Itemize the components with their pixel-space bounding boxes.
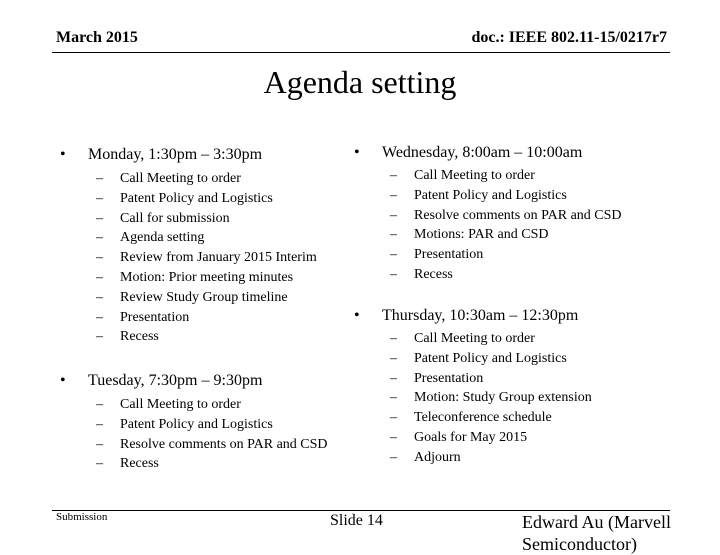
agenda-item xyxy=(96,171,396,191)
dash-icon: – xyxy=(96,416,103,432)
agenda-item xyxy=(390,430,710,450)
dash-icon: – xyxy=(390,247,397,263)
agenda-item xyxy=(96,437,396,457)
dash-icon: – xyxy=(390,331,397,346)
section-heading-row xyxy=(60,146,360,170)
dash-icon: – xyxy=(390,429,397,445)
agenda-item-label: Resolve comments on PAR and CSD xyxy=(120,436,328,452)
agenda-item-label: Patent Policy and Logistics xyxy=(414,187,567,203)
agenda-item xyxy=(96,329,396,349)
agenda-item-label: Recess xyxy=(120,329,159,345)
agenda-item-label: Call Meeting to order xyxy=(414,168,535,183)
agenda-item-label: Presentation xyxy=(120,309,190,325)
agenda-item xyxy=(390,390,710,410)
dash-icon: – xyxy=(390,350,397,366)
dash-icon: – xyxy=(390,390,397,406)
agenda-item-label: Goals for May 2015 xyxy=(414,429,528,445)
agenda-item xyxy=(390,371,710,391)
agenda-item xyxy=(96,270,396,290)
agenda-item-label: Recess xyxy=(120,456,159,472)
dash-icon: – xyxy=(96,210,103,226)
agenda-item xyxy=(390,450,710,470)
section-heading-row xyxy=(354,144,674,168)
header-divider xyxy=(52,52,670,53)
footer-submission: Submission xyxy=(56,511,108,523)
footer-author xyxy=(522,511,671,555)
thursday-heading: Thursday, 10:30am – 12:30pm xyxy=(382,307,579,324)
monday-section xyxy=(60,146,360,348)
dash-icon: – xyxy=(390,227,397,243)
agenda-item-label: Presentation xyxy=(414,247,484,263)
agenda-item-label: Motion: Study Group extension xyxy=(414,390,592,406)
bullet-icon: • xyxy=(354,144,360,161)
agenda-item xyxy=(390,351,710,371)
bullet-icon: • xyxy=(60,372,66,389)
dash-icon: – xyxy=(96,397,103,412)
agenda-item xyxy=(390,247,710,267)
agenda-item-label: Patent Policy and Logistics xyxy=(414,350,567,366)
agenda-item-label: Call Meeting to order xyxy=(120,397,241,412)
agenda-item xyxy=(390,208,710,228)
agenda-item xyxy=(96,456,396,476)
slide-title: Agenda setting xyxy=(263,64,457,100)
dash-icon: – xyxy=(390,207,397,223)
section-heading-row xyxy=(60,372,360,396)
agenda-item xyxy=(390,331,710,351)
agenda-item-label: Agenda setting xyxy=(120,230,205,246)
wednesday-section xyxy=(354,144,674,287)
dash-icon: – xyxy=(96,269,103,285)
agenda-item xyxy=(390,168,710,188)
tuesday-heading: Tuesday, 7:30pm – 9:30pm xyxy=(88,372,263,389)
agenda-item-label: Call Meeting to order xyxy=(120,171,241,186)
section-heading-row xyxy=(354,307,674,331)
agenda-item-label: Resolve comments on PAR and CSD xyxy=(414,207,622,223)
agenda-item xyxy=(96,191,396,211)
agenda-item-label: Review Study Group timeline xyxy=(120,289,288,305)
dash-icon: – xyxy=(96,289,103,305)
agenda-item-label: Review from January 2015 Interim xyxy=(120,250,317,266)
agenda-item-label: Adjourn xyxy=(414,449,461,465)
agenda-item-label: Patent Policy and Logistics xyxy=(120,416,273,432)
agenda-item-label: Patent Policy and Logistics xyxy=(120,190,273,206)
footer-author-line2: Semiconductor) xyxy=(522,534,637,554)
footer-slide-number: Slide 14 xyxy=(330,512,383,529)
agenda-item-label: Presentation xyxy=(414,370,484,386)
bullet-icon: • xyxy=(354,307,360,324)
dash-icon: – xyxy=(390,168,397,183)
dash-icon: – xyxy=(390,370,397,386)
wednesday-heading: Wednesday, 8:00am – 10:00am xyxy=(382,144,583,161)
agenda-item-label: Call Meeting to order xyxy=(414,331,535,346)
agenda-item xyxy=(96,417,396,437)
dash-icon: – xyxy=(96,230,103,246)
agenda-item-label: Teleconference schedule xyxy=(414,410,552,426)
agenda-item-label: Motion: Prior meeting minutes xyxy=(120,269,294,285)
agenda-item xyxy=(96,211,396,231)
agenda-item-label: Call for submission xyxy=(120,210,230,226)
monday-items xyxy=(96,171,396,349)
bullet-icon: • xyxy=(60,146,66,163)
dash-icon: – xyxy=(390,266,397,282)
dash-icon: – xyxy=(96,190,103,206)
tuesday-items xyxy=(96,397,396,476)
agenda-item xyxy=(96,397,396,417)
agenda-item xyxy=(96,290,396,310)
agenda-item xyxy=(390,227,710,247)
agenda-item xyxy=(390,267,710,287)
agenda-item-label: Recess xyxy=(414,266,453,282)
dash-icon: – xyxy=(96,456,103,472)
monday-heading: Monday, 1:30pm – 3:30pm xyxy=(88,146,263,163)
dash-icon: – xyxy=(390,449,397,465)
header-date: March 2015 xyxy=(56,29,138,46)
agenda-item xyxy=(96,310,396,330)
agenda-item xyxy=(96,230,396,250)
agenda-item-label: Motions: PAR and CSD xyxy=(414,227,549,243)
tuesday-section xyxy=(60,372,360,475)
agenda-item xyxy=(390,188,710,208)
agenda-item xyxy=(390,410,710,430)
dash-icon: – xyxy=(390,187,397,203)
dash-icon: – xyxy=(96,250,103,266)
dash-icon: – xyxy=(96,329,103,345)
dash-icon: – xyxy=(390,410,397,426)
thursday-section xyxy=(354,307,674,470)
dash-icon: – xyxy=(96,436,103,452)
dash-icon: – xyxy=(96,309,103,325)
agenda-item xyxy=(96,250,396,270)
header-doc-id: doc.: IEEE 802.11-15/0217r7 xyxy=(471,29,667,46)
footer-author-line1: Edward Au (Marvell xyxy=(522,512,671,532)
thursday-items xyxy=(390,331,710,470)
dash-icon: – xyxy=(96,171,103,186)
wednesday-items xyxy=(390,168,710,287)
